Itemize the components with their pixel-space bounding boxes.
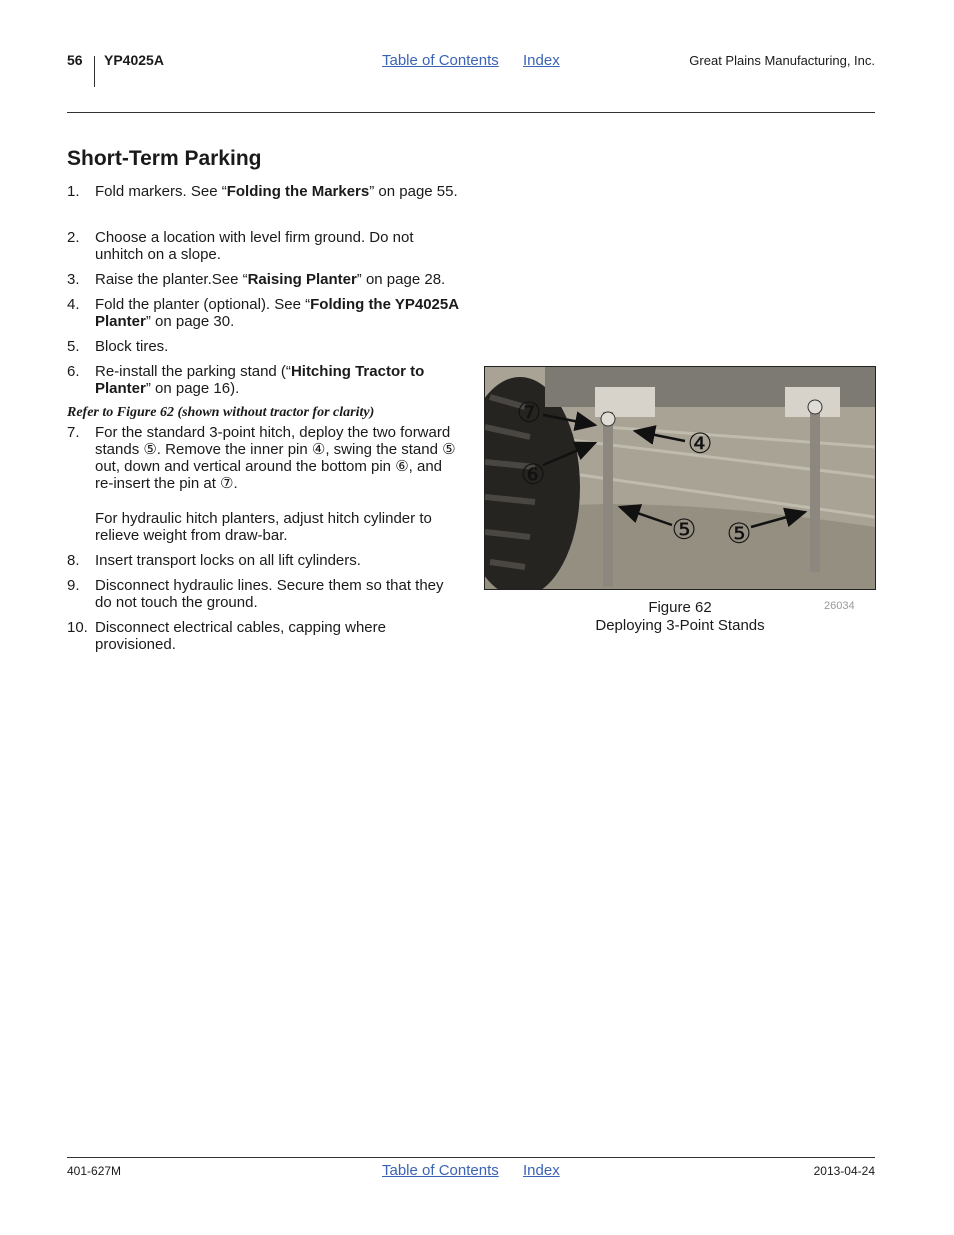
header-toc-link[interactable]: Table of Contents — [382, 52, 499, 69]
figure-note: Refer to Figure 62 (shown without tractor for clarity) — [67, 405, 375, 420]
parking-stand — [603, 412, 613, 587]
step-number: 7. — [67, 424, 80, 441]
step-text: Fold markers. See “ — [95, 183, 227, 200]
step-text: Choose a location with level firm ground. Do not unhitch on a slope. — [95, 229, 414, 263]
step-number: 10. — [67, 619, 88, 636]
step-subparagraph: For hydraulic hitch planters, adjust hitch cylinder to relieve weight from draw-bar. — [95, 510, 432, 544]
header-divider — [94, 56, 95, 87]
publish-date: 2013-04-24 — [813, 1164, 875, 1178]
footer-index-link[interactable]: Index — [523, 1162, 560, 1179]
section-title: Short-Term Parking — [67, 147, 262, 170]
step-number: 4. — [67, 296, 80, 313]
figure-caption: Deploying 3-Point Stands — [595, 617, 765, 634]
footer-rule — [67, 1157, 875, 1158]
step-7 — [67, 424, 462, 544]
step-text: Block tires. — [95, 338, 169, 355]
step-number: 9. — [67, 577, 80, 594]
step-text: Insert transport locks on all lift cylinders. — [95, 552, 361, 569]
step-text: Raise the planter.See “ — [95, 271, 248, 288]
step-2 — [67, 229, 462, 263]
step-number: 5. — [67, 338, 80, 355]
figure-photo — [484, 366, 876, 590]
step-text: Re-install the parking stand (“ — [95, 363, 291, 380]
step-5 — [67, 338, 462, 355]
step-9 — [67, 577, 462, 611]
step-6 — [67, 363, 462, 397]
step-reference: Folding the Markers — [226, 183, 370, 200]
step-number: 1. — [67, 183, 80, 200]
doc-number: 401-627M — [67, 1164, 122, 1178]
step-reference: Hitching Tractor to Planter — [95, 363, 425, 397]
step-text: Disconnect electrical cables, capping where provisioned. — [95, 619, 386, 653]
step-text: Fold the planter (optional). See “ — [95, 296, 311, 313]
parking-stand — [810, 412, 820, 572]
step-number: 2. — [67, 229, 80, 246]
header-rule — [67, 112, 875, 113]
step-3 — [67, 271, 462, 288]
pin — [808, 400, 822, 414]
step-text: ” on page 55. — [369, 183, 458, 200]
callout-label: ⑥ — [520, 458, 546, 491]
figure-id: 26034 — [824, 600, 855, 612]
step-reference: Folding the YP4025A Planter — [95, 296, 459, 330]
pin — [601, 412, 615, 426]
step-10 — [67, 619, 462, 653]
step-reference: Raising Planter — [247, 271, 357, 288]
header-index-link[interactable]: Index — [523, 52, 560, 69]
company-name: Great Plains Manufacturing, Inc. — [689, 53, 875, 68]
step-text: ” on page 28. — [356, 271, 446, 288]
callout-label: ⑤ — [671, 513, 697, 546]
step-number: 8. — [67, 552, 80, 569]
step-text: ” on page 30. — [145, 313, 235, 330]
figure-label: Figure 62 — [648, 599, 712, 616]
step-4 — [67, 296, 462, 330]
step-text: Disconnect hydraulic lines. Secure them so that they do not touch the ground. — [95, 577, 444, 611]
page-number: 56 — [67, 52, 83, 68]
model-name: YP4025A — [104, 52, 164, 68]
step-number: 6. — [67, 363, 80, 380]
callout-label: ⑤ — [726, 517, 752, 550]
callout-label: ④ — [687, 427, 713, 460]
step-1 — [67, 183, 462, 200]
step-8 — [67, 552, 462, 569]
step-text: ” on page 16). — [145, 380, 240, 397]
footer-toc-link[interactable]: Table of Contents — [382, 1162, 499, 1179]
callout-label: ⑦ — [516, 396, 542, 429]
step-number: 3. — [67, 271, 80, 288]
figure-illustration — [485, 367, 875, 589]
step-text: For the standard 3-point hitch, deploy the two forward stands ⑤. Remove the inner pin ④, swing the stand ⑤ out, down and vertical around the bottom pin ⑥, and re-insert the pin at ⑦. — [95, 424, 456, 492]
